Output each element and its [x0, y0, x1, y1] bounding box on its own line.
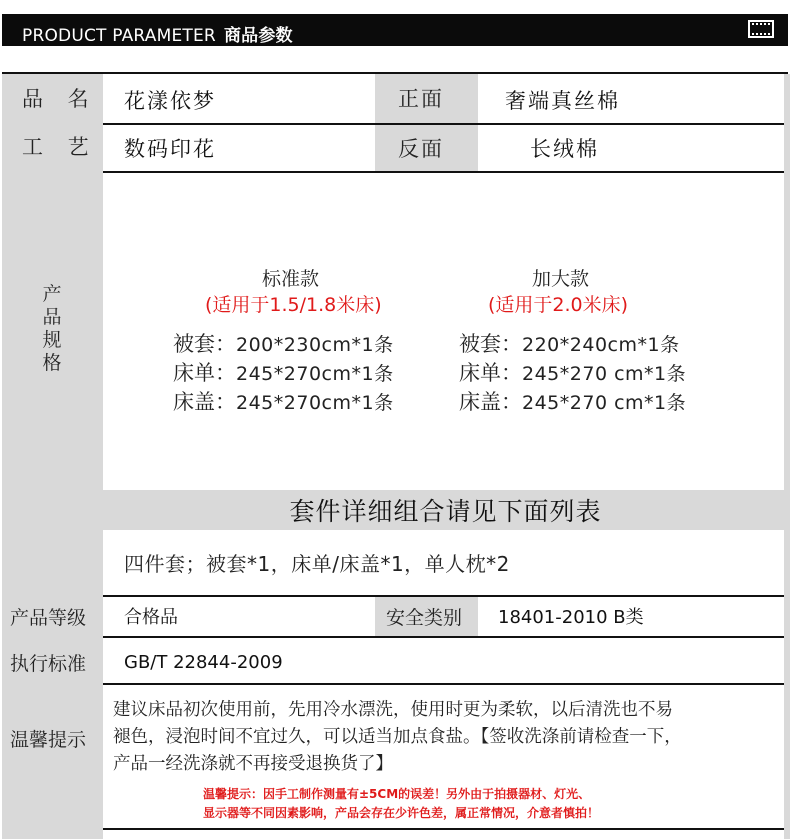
tips-line: 建议床品初次使用前，先用冷水漂洗，使用时更为柔软，以后清洗也不易	[113, 700, 673, 720]
safety-label: 安全类别	[386, 606, 463, 629]
craft-value: 数码印花	[124, 137, 216, 161]
name-label: 品 名	[22, 87, 98, 111]
spec-item-name: 床单：	[173, 361, 236, 385]
large-note: (适用于2.0米床)	[488, 294, 629, 316]
craft-label: 工 艺	[22, 135, 98, 159]
spec-label: 产品规格	[42, 283, 62, 374]
row-divider	[103, 171, 784, 173]
spec-item-name: 床盖：	[173, 390, 236, 414]
spec-item-name: 床盖：	[459, 390, 522, 414]
standard-value: GB/T 22844-2009	[124, 651, 283, 673]
spec-item-size: 245*270cm*1条	[236, 392, 394, 414]
row-divider	[103, 636, 784, 638]
spec-item	[173, 328, 394, 357]
header-title-cn: 商品参数	[223, 26, 293, 46]
large-items	[459, 328, 686, 415]
spec-item-size: 220*240cm*1条	[522, 334, 680, 356]
row-divider	[103, 683, 784, 685]
tips-line: 褪色，浸泡时间不宜过久，可以适当加点食盐。【签收洗涤前请检查一下，	[113, 727, 682, 747]
back-label: 反面	[398, 137, 444, 161]
spec-item-name: 被套：	[459, 332, 522, 356]
tips-text	[113, 697, 682, 778]
row-divider	[103, 123, 784, 125]
tips-line: 产品一经洗涤就不再接受退换货了】	[113, 754, 393, 774]
large-title: 加大款	[532, 268, 590, 290]
header-title-en: PRODUCT PARAMETER	[22, 26, 216, 46]
front-value: 奢端真丝棉	[505, 89, 620, 113]
spec-item-size: 200*230cm*1条	[236, 334, 394, 356]
row-divider	[103, 595, 784, 597]
header-title	[22, 21, 293, 46]
tips-label: 温馨提示	[10, 728, 87, 751]
front-label: 正面	[398, 87, 444, 111]
film-icon	[748, 20, 774, 38]
spec-item-name: 被套：	[173, 332, 236, 356]
safety-value: 18401-2010 B类	[498, 607, 644, 628]
spec-item	[173, 386, 394, 415]
spec-item-size: 245*270 cm*1条	[522, 363, 687, 385]
standard-label: 执行标准	[10, 652, 87, 675]
combo-content: 四件套；被套*1，床单/床盖*1，单人枕*2	[124, 552, 510, 576]
right-strip	[784, 74, 790, 839]
back-value: 长绒棉	[530, 137, 599, 161]
row-divider	[103, 828, 784, 830]
spec-item	[173, 357, 394, 386]
notice-line: 显示器等不同因素影响，产品会存在少许色差，属正常情况，介意者慎拍！	[203, 806, 600, 820]
spec-item-size: 245*270cm*1条	[236, 363, 394, 385]
notice-text	[203, 785, 599, 823]
standard-note: (适用于1.5/1.8米床)	[205, 294, 382, 316]
grade-label: 产品等级	[10, 606, 87, 629]
standard-items	[173, 328, 394, 415]
spec-item-size: 245*270 cm*1条	[522, 392, 687, 414]
header-bar	[2, 14, 788, 46]
spec-item	[459, 386, 686, 415]
spec-item	[459, 357, 686, 386]
grade-value: 合格品	[124, 607, 178, 628]
combo-heading: 套件详细组合请见下面列表	[289, 497, 602, 526]
notice-line: 温馨提示：因手工制作测量有±5CM的误差！另外由于拍摄器材、灯光、	[203, 787, 591, 801]
standard-title: 标准款	[262, 268, 320, 290]
name-value: 花漾依梦	[124, 89, 216, 113]
spec-item	[459, 328, 686, 357]
spec-item-name: 床单：	[459, 361, 522, 385]
